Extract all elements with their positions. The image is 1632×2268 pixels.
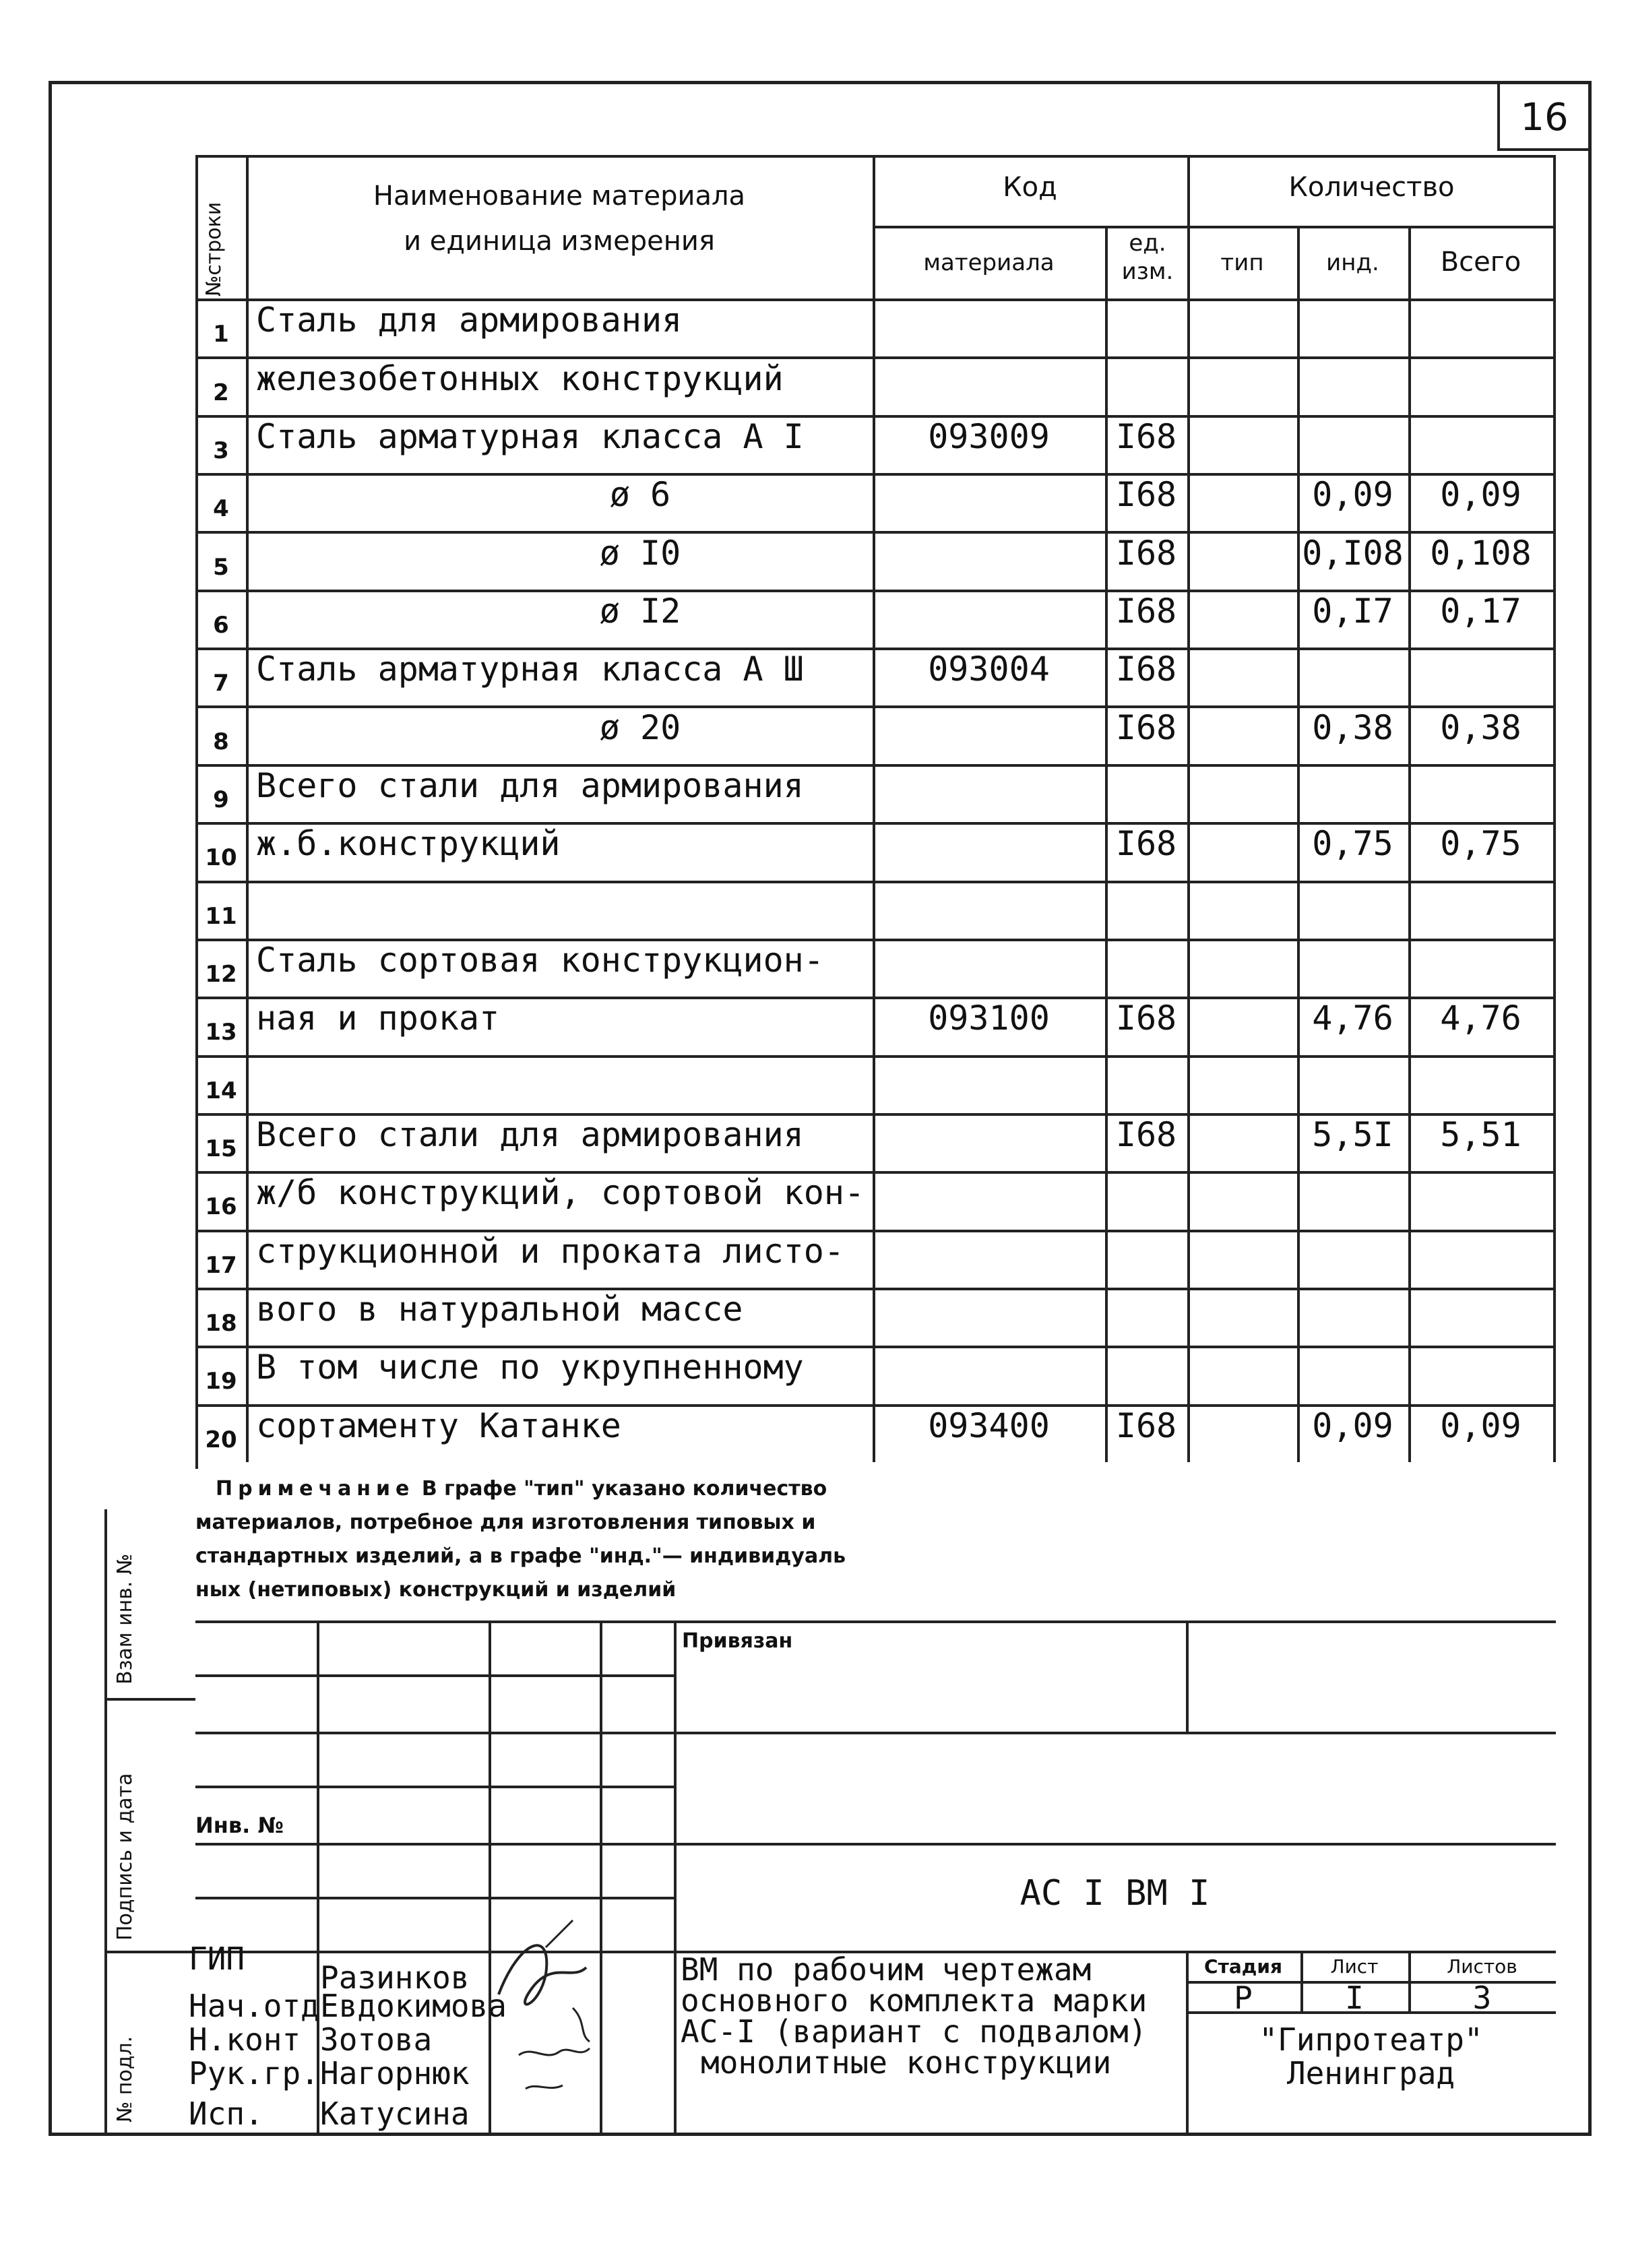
signer-role: Н.конт xyxy=(189,2021,301,2058)
qty-ind-header: инд. xyxy=(1326,249,1379,276)
signer-row-divider xyxy=(195,1732,674,1734)
signer-role: Исп. xyxy=(189,2096,263,2132)
doc-description-1: ВМ по рабочим чертежам xyxy=(681,1951,1092,1988)
cell-ind: 5,5I xyxy=(1312,1115,1393,1154)
organization-city: Ленинград xyxy=(1286,2055,1455,2091)
cell-unit: I68 xyxy=(1115,1115,1177,1154)
cell-total: 0,09 xyxy=(1440,1406,1521,1445)
cell-unit: I68 xyxy=(1115,824,1177,863)
cell-ind: 0,I7 xyxy=(1312,592,1393,631)
cell-total: 4,76 xyxy=(1440,999,1521,1038)
cell-unit: I68 xyxy=(1115,417,1177,456)
signer-name: Разинков xyxy=(320,1959,470,1996)
table-col-divider xyxy=(1187,155,1190,1462)
note-line1 xyxy=(216,1472,827,1506)
cell-unit: I68 xyxy=(1115,1406,1177,1445)
cell-total: 0,75 xyxy=(1440,824,1521,863)
cell-total: 0,09 xyxy=(1440,475,1521,514)
signer-role: Нач.отд xyxy=(189,1988,319,2024)
vzam-inv-label: Взам инв. № xyxy=(113,1553,137,1684)
organization-name: "Гипротеатр" xyxy=(1259,2021,1483,2058)
table-col-divider xyxy=(246,155,249,1462)
cell-code: 093400 xyxy=(928,1406,1050,1445)
code-header: Код xyxy=(1003,172,1057,203)
sheet-label: Лист xyxy=(1330,1955,1379,1978)
signature-date-label: Подпись и дата xyxy=(113,1773,137,1941)
row-number: 12 xyxy=(205,961,237,988)
cell-name: Сталь арматурная класса А I xyxy=(256,417,804,456)
cell-name: струкционной и проката листо- xyxy=(256,1232,844,1271)
cell-name: ж.б.конструкций xyxy=(256,824,561,863)
code-material-header: материала xyxy=(923,249,1055,276)
cell-unit: I68 xyxy=(1115,650,1177,689)
cell-name: ø I2 xyxy=(599,592,681,631)
cell-ind: 0,38 xyxy=(1312,708,1393,747)
inv-no-label: Инв. № xyxy=(195,1813,284,1838)
cell-name: Всего стали для армирования xyxy=(256,766,804,805)
row-number: 13 xyxy=(205,1019,237,1046)
signature-scribbles xyxy=(472,1900,647,2116)
row-number: 19 xyxy=(205,1368,237,1395)
row-number: 4 xyxy=(213,495,229,522)
cell-name: ø I0 xyxy=(599,534,681,573)
sheets-label: Листов xyxy=(1447,1955,1517,1978)
row-number: 5 xyxy=(213,554,229,581)
name-header-line1: Наименование материала xyxy=(373,181,746,212)
cell-code: 093100 xyxy=(928,999,1050,1038)
row-divider xyxy=(195,881,1556,883)
cell-unit: I68 xyxy=(1115,708,1177,747)
cell-ind: 0,09 xyxy=(1312,475,1393,514)
row-number: 14 xyxy=(205,1077,237,1104)
row-number: 3 xyxy=(213,437,229,464)
signer-row-divider xyxy=(195,1843,674,1846)
table-col-divider xyxy=(873,155,875,1462)
cell-name: Всего стали для армирования xyxy=(256,1115,804,1154)
title-block-line xyxy=(674,1843,1556,1846)
cell-name: В том числе по укрупненному xyxy=(256,1348,804,1387)
signer-name: Нагорнюк xyxy=(320,2055,470,2091)
side-strip-divider xyxy=(104,1698,195,1701)
title-block-top xyxy=(195,1620,1556,1623)
table-top-border xyxy=(195,155,1556,158)
doc-description-3: АС-I (вариант с подвалом) xyxy=(681,2013,1148,2050)
cell-name: Сталь сортовая конструкцион- xyxy=(256,941,824,980)
row-number: 10 xyxy=(205,844,237,871)
row-number: 16 xyxy=(205,1193,237,1220)
row-number: 1 xyxy=(213,321,229,348)
signer-name: Катусина xyxy=(320,2096,470,2132)
cell-unit: I68 xyxy=(1115,999,1177,1038)
row-number: 6 xyxy=(213,612,229,639)
cell-ind: 0,09 xyxy=(1312,1406,1393,1445)
header-divider xyxy=(873,226,1556,228)
cell-total: 5,51 xyxy=(1440,1115,1521,1154)
row-number: 11 xyxy=(205,903,237,930)
cell-name: вого в натуральной массе xyxy=(256,1290,743,1329)
row-number: 20 xyxy=(205,1426,237,1453)
signer-name: Евдокимова xyxy=(320,1988,507,2024)
table-border-right xyxy=(1553,155,1556,1462)
cell-name: ная и прокат xyxy=(256,999,500,1038)
cell-code: 093004 xyxy=(928,650,1050,689)
side-strip-border xyxy=(104,1509,107,2136)
document-code: АС I ВМ I xyxy=(1019,1873,1210,1914)
cell-name: Сталь для армирования xyxy=(256,301,683,340)
signer-row-divider xyxy=(195,1786,674,1788)
signer-name: Зотова xyxy=(320,2021,433,2058)
doc-description-4: монолитные конструкции xyxy=(701,2044,1112,2081)
cell-name: ø 6 xyxy=(609,475,671,514)
cell-ind: 0,75 xyxy=(1312,824,1393,863)
cell-name: железобетонных конструкций xyxy=(256,359,784,398)
signer-role: Рук.гр. xyxy=(189,2055,319,2091)
cell-name: сортаменту Катанке xyxy=(256,1406,621,1445)
quantity-header: Количество xyxy=(1288,172,1455,203)
note-line1-text: В графе "тип" указано количество xyxy=(414,1477,827,1501)
cell-total: 0,17 xyxy=(1440,592,1521,631)
cell-unit: I68 xyxy=(1115,475,1177,514)
cell-code: 093009 xyxy=(928,417,1050,456)
cell-name: ø 20 xyxy=(599,708,681,747)
stage-value: Р xyxy=(1234,1980,1253,2016)
cell-name: Сталь арматурная класса А Ш xyxy=(256,650,804,689)
cell-total: 0,108 xyxy=(1430,534,1532,573)
qty-type-header: тип xyxy=(1220,249,1264,276)
row-number: 18 xyxy=(205,1310,237,1337)
cell-unit: I68 xyxy=(1115,534,1177,573)
row-divider xyxy=(195,1055,1556,1058)
stage-label: Стадия xyxy=(1204,1955,1282,1978)
note-line2: материалов, потребное для изготовления типовых и xyxy=(195,1511,816,1534)
row-number: 2 xyxy=(213,379,229,406)
row-number: 17 xyxy=(205,1252,237,1279)
title-block-line xyxy=(674,1732,1556,1734)
row-number-header: №строки xyxy=(202,201,226,296)
note-line4: ных (нетиповых) конструкций и изделий xyxy=(195,1578,677,1602)
sheet-value: I xyxy=(1345,1980,1364,2016)
row-number: 15 xyxy=(205,1135,237,1162)
row-number: 8 xyxy=(213,728,229,755)
doc-description-2: основного комплекта марки xyxy=(681,1982,1148,2019)
inv-original-label: № подл. xyxy=(113,2036,137,2122)
row-number: 9 xyxy=(213,786,229,813)
title-block-divider xyxy=(1186,1620,1189,1732)
cell-ind: 4,76 xyxy=(1312,999,1393,1038)
cell-ind: 0,I08 xyxy=(1302,534,1404,573)
sheets-value: 3 xyxy=(1472,1980,1492,2016)
privyazan-label: Привязан xyxy=(682,1629,793,1653)
page-number: 16 xyxy=(1520,96,1569,139)
side-strip-divider xyxy=(104,1951,195,1953)
code-unit-header: ед. изм. xyxy=(1121,230,1174,285)
note-title: Примечание xyxy=(216,1477,415,1501)
note-line3: стандартных изделий, а в графе "инд."— индивидуаль xyxy=(195,1544,846,1568)
cell-total: 0,38 xyxy=(1440,708,1521,747)
cell-name: ж/б конструкций, сортовой кон- xyxy=(256,1173,865,1212)
signer-role: ГИП xyxy=(189,1941,245,1977)
signer-row-divider xyxy=(195,1674,674,1677)
cell-unit: I68 xyxy=(1115,592,1177,631)
qty-total-header: Всего xyxy=(1440,247,1521,278)
row-number: 7 xyxy=(213,670,229,697)
name-header-line2: и единица измерения xyxy=(404,226,715,257)
signer-row-divider xyxy=(195,1897,674,1899)
